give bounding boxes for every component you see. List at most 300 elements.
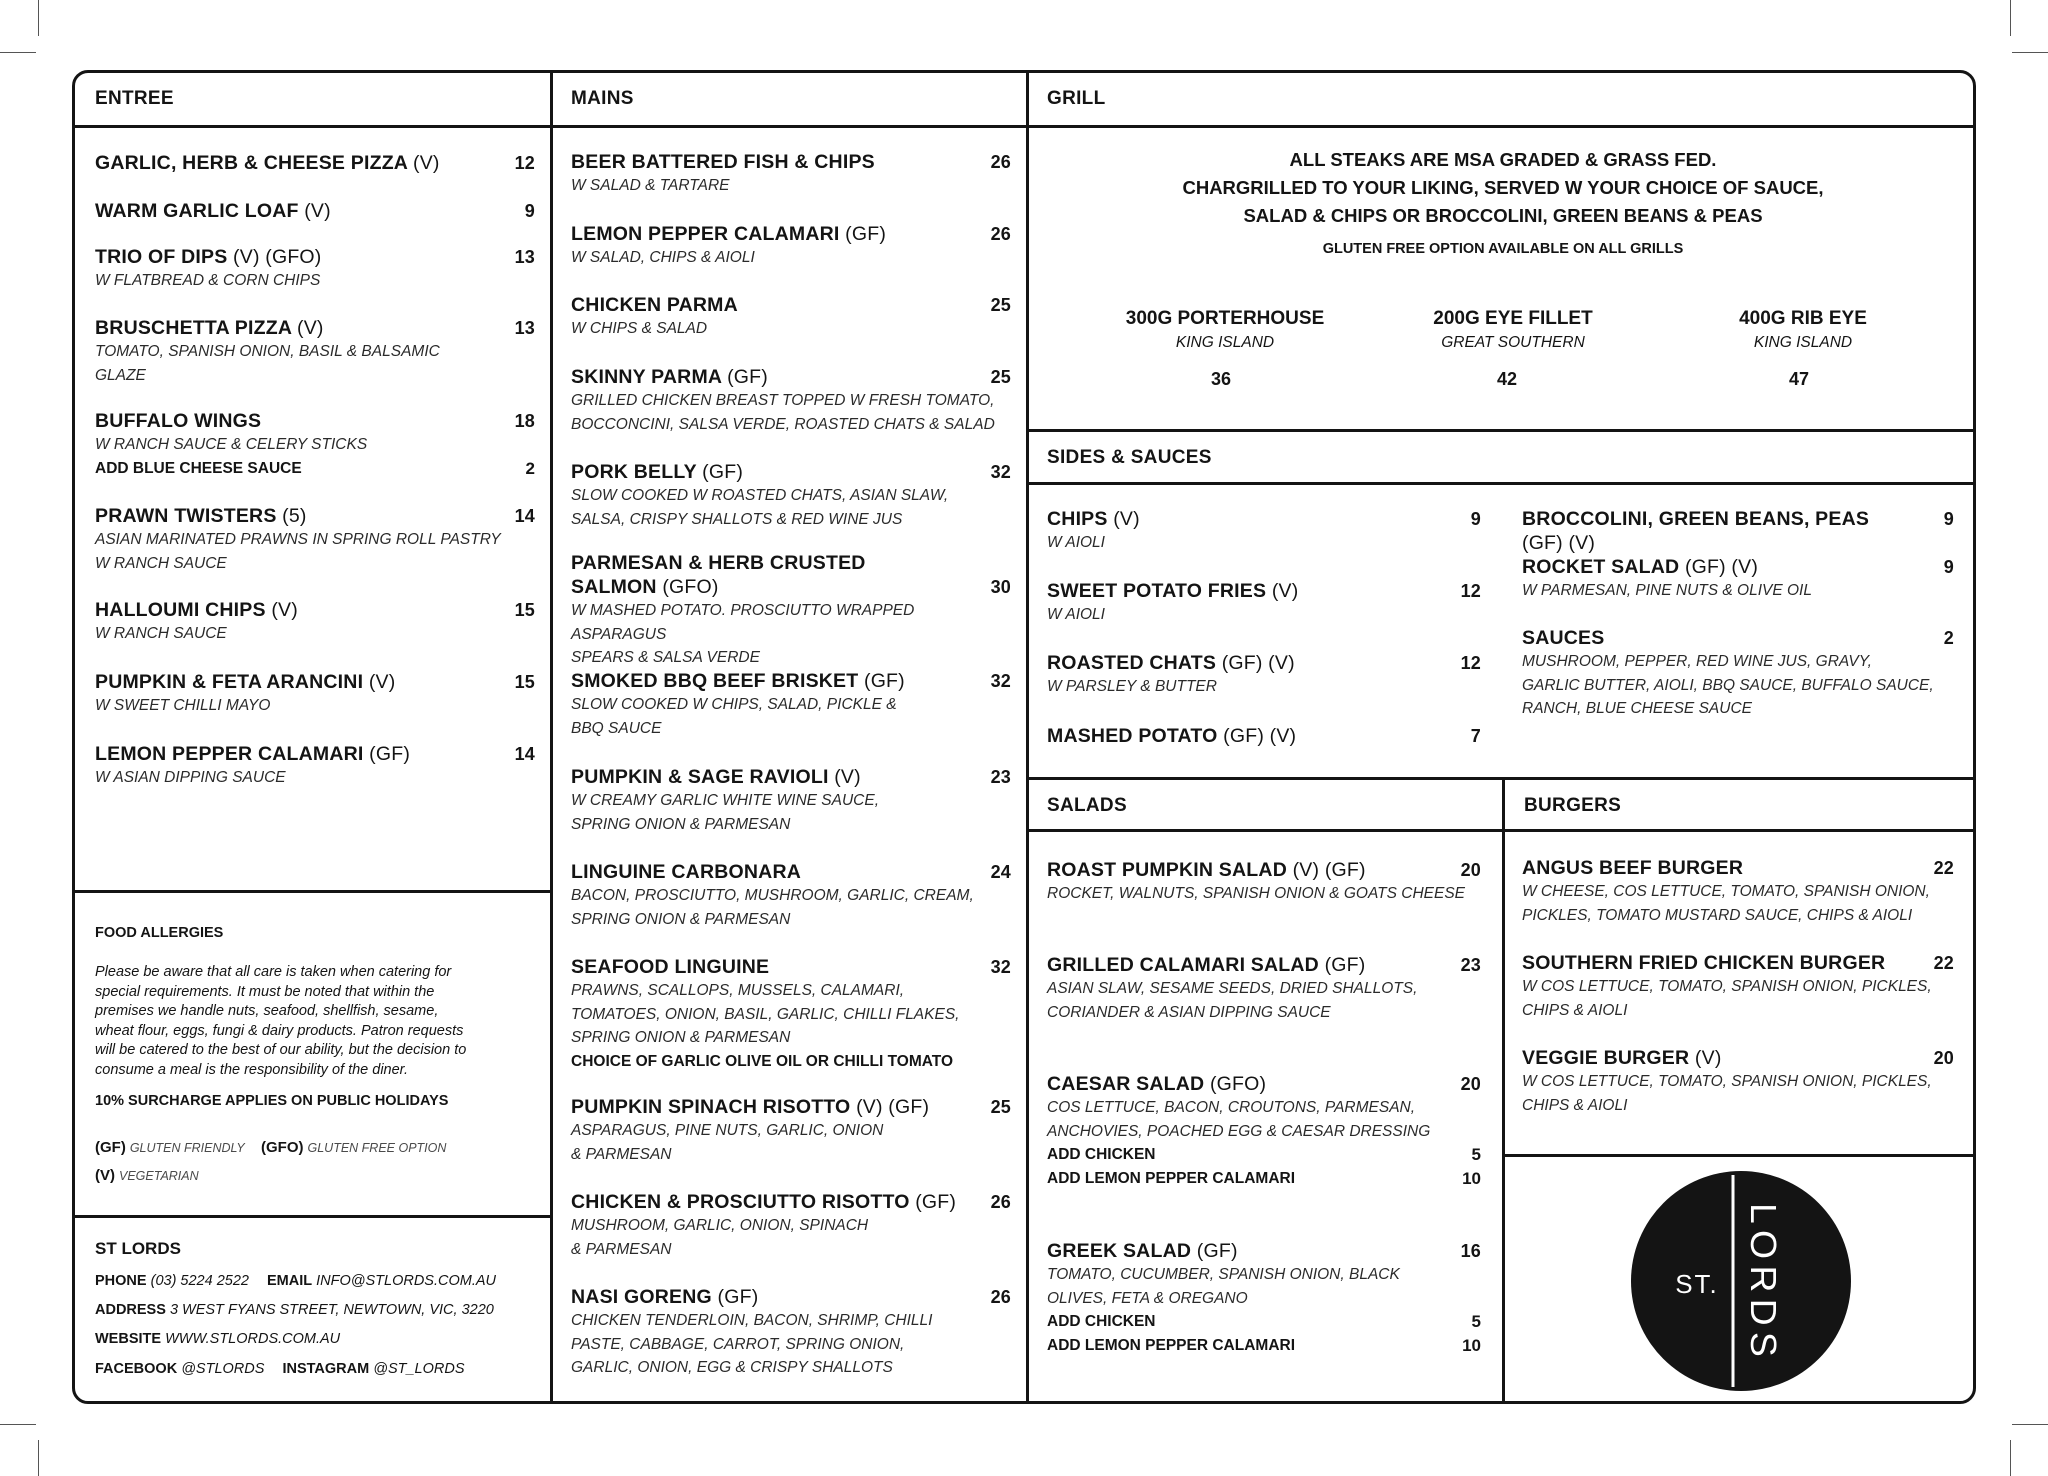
steak-origin: KING ISLAND (1175, 334, 1275, 351)
item-name-row (1522, 507, 1954, 555)
item-price: 22 (1933, 858, 1954, 878)
item-name: WARM GARLIC LOAF (95, 200, 299, 222)
steak-price: 42 (1496, 369, 1518, 389)
dietary-tag: (V) (GF) (1292, 859, 1366, 881)
item-description: COS LETTUCE, BACON, CROUTONS, PARMESAN, (1047, 1099, 1416, 1116)
item-price: 26 (990, 1287, 1011, 1307)
item-name-row (95, 199, 535, 223)
dietary-tag: (GF) (1324, 954, 1366, 976)
item-name-row (95, 316, 535, 340)
allergies-line: consume a meal is the responsibility of the diner. (95, 1061, 408, 1078)
item-description: CORIANDER & ASIAN DIPPING SAUCE (1047, 1003, 1331, 1021)
menu-item (571, 1285, 1011, 1380)
steak-rib-eye (1683, 307, 1923, 391)
item-description: CHIPS & AIOLI (1522, 1096, 1628, 1114)
item-name-row (1047, 953, 1481, 977)
item-price: 32 (990, 462, 1011, 482)
dietary-tag: (GF) (V) (1684, 556, 1759, 578)
item-name-row (571, 1095, 1011, 1119)
dietary-tag: (V) (GFO) (233, 246, 322, 268)
menu-item (1047, 507, 1481, 555)
item-price: 14 (514, 506, 535, 526)
item-name-row (1047, 858, 1481, 882)
divider (75, 890, 551, 893)
divider (1026, 73, 1029, 1401)
item-name-row (1047, 1239, 1481, 1263)
dietary-tag: (V) (GF) (856, 1096, 930, 1118)
item-name: SOUTHERN FRIED CHICKEN BURGER (1522, 952, 1886, 974)
email-link[interactable]: INFO@STLORDS.COM.AU (316, 1273, 497, 1289)
item-price: 9 (1943, 557, 1954, 577)
divider (1027, 429, 1976, 432)
item-description: ASIAN SLAW, SESAME SEEDS, DRIED SHALLOTS, (1047, 980, 1418, 997)
item-name-row (571, 765, 1011, 789)
steak-porterhouse (1105, 307, 1345, 391)
divider (1503, 1154, 1976, 1157)
menu-item (95, 199, 535, 223)
item-name: NASI GORENG (571, 1286, 712, 1308)
item-addon (1047, 1143, 1481, 1167)
item-price: 2 (1943, 628, 1954, 648)
steak-name: 200G EYE FILLET (1433, 308, 1593, 329)
menu-item (1522, 555, 1954, 603)
item-description: TOMATO, SPANISH ONION, BASIL & BALSAMIC (95, 343, 440, 360)
item-name-row (1047, 651, 1481, 675)
dietary-tag: (5) (282, 505, 307, 527)
menu-item (95, 670, 535, 718)
item-price: 25 (990, 295, 1011, 315)
item-name: PRAWN TWISTERS (95, 505, 277, 527)
item-description: PRAWNS, SCALLOPS, MUSSELS, CALAMARI, (571, 982, 905, 999)
menu-item (571, 365, 1011, 436)
item-name-row (571, 460, 1011, 484)
dietary-tag: (GF) (369, 743, 411, 765)
steak-origin: GREAT SOUTHERN (1441, 334, 1585, 351)
item-price: 14 (514, 744, 535, 764)
item-addon (1047, 1334, 1481, 1358)
item-description: SLOW COOKED W ROASTED CHATS, ASIAN SLAW, (571, 487, 949, 504)
menu-item (571, 222, 1011, 270)
legend-value: VEGETARIAN (119, 1169, 199, 1183)
item-price: 13 (514, 247, 535, 267)
item-description: ANCHOVIES, POACHED EGG & CAESAR DRESSING (1047, 1122, 1431, 1140)
item-name: BEER BATTERED FISH & CHIPS (571, 151, 875, 173)
dietary-tag: (V) (1113, 508, 1140, 530)
item-price: 12 (514, 153, 535, 173)
item-name-row (571, 150, 1011, 174)
website-link[interactable]: WWW.STLORDS.COM.AU (165, 1331, 341, 1347)
allergies-line: special requirements. It must be noted that within the (95, 983, 435, 1000)
item-price: 24 (990, 862, 1011, 882)
item-name: TRIO OF DIPS (95, 246, 228, 268)
item-price: 23 (990, 767, 1011, 787)
menu-item (1522, 507, 1954, 555)
legend-gf (95, 1139, 245, 1156)
surcharge-note: 10% SURCHARGE APPLIES ON PUBLIC HOLIDAYS (95, 1093, 449, 1109)
steak-eye-fillet (1393, 307, 1633, 391)
menu-item (1047, 1239, 1481, 1357)
address-value: 3 WEST FYANS STREET, NEWTOWN, VIC, 3220 (169, 1302, 494, 1318)
item-price: 20 (1460, 1074, 1481, 1094)
item-description: W SWEET CHILLI MAYO (95, 697, 271, 714)
item-name-row (95, 151, 535, 175)
item-price: 9 (1470, 509, 1481, 529)
item-name-row (571, 365, 1011, 389)
item-description: MUSHROOM, GARLIC, ONION, SPINACH (571, 1217, 869, 1234)
item-price: 13 (514, 318, 535, 338)
contact-phone (95, 1271, 496, 1291)
allergies-line: premises we handle nuts, seafood, shellfish, sesame, (95, 1003, 439, 1020)
grill-intro-line: CHARGRILLED TO YOUR LIKING, SERVED W YOUR CHOICE OF SAUCE, (1182, 177, 1824, 198)
dietary-tag: (GF) (845, 223, 887, 245)
item-price: 20 (1460, 860, 1481, 880)
grill-intro-line: ALL STEAKS ARE MSA GRADED & GRASS FED. (1289, 149, 1717, 170)
menu-item (571, 765, 1011, 836)
address-label: ADDRESS (95, 1302, 166, 1318)
dietary-tag: (V) (834, 766, 861, 788)
item-addon (95, 457, 535, 481)
steak-origin: KING ISLAND (1753, 334, 1853, 351)
logo-lords: LORDS (1743, 1203, 1784, 1358)
item-name-row (95, 598, 535, 622)
menu-item (1047, 858, 1481, 906)
item-name: BUFFALO WINGS (95, 410, 262, 432)
item-description: BBQ SAUCE (571, 719, 662, 737)
item-description: ASIAN MARINATED PRAWNS IN SPRING ROLL PASTRY (95, 531, 501, 548)
item-addon (1047, 1310, 1481, 1334)
st-lords-logo (1629, 1169, 1853, 1393)
addon-price: 5 (1471, 1312, 1481, 1331)
item-price: 7 (1470, 726, 1481, 746)
allergies-line: Please be aware that all care is taken when catering for (95, 964, 452, 980)
addon-price: 5 (1471, 1145, 1481, 1164)
item-name: CAESAR SALAD (1047, 1073, 1205, 1095)
item-name: GREEK SALAD (1047, 1240, 1192, 1262)
menu-item (1047, 953, 1481, 1024)
contact-title: ST LORDS (95, 1239, 181, 1258)
dietary-tag: (GF) (V) (1221, 652, 1295, 674)
item-description: W CHIPS & SALAD (571, 320, 708, 337)
menu-item (1522, 951, 1954, 1022)
item-name-row (95, 742, 535, 766)
item-name-row (1522, 626, 1954, 650)
item-name: SWEET POTATO FRIES (1047, 580, 1267, 602)
menu-item (571, 860, 1011, 931)
item-name: GARLIC, HERB & CHEESE PIZZA (95, 152, 408, 174)
item-name-row (1047, 579, 1481, 603)
menu-item (1047, 651, 1481, 699)
item-description: ROCKET, WALNUTS, SPANISH ONION & GOATS CHEESE (1047, 885, 1466, 902)
item-name: ROAST PUMPKIN SALAD (1047, 859, 1287, 881)
facebook-link[interactable]: @STLORDS (181, 1361, 265, 1377)
steak-price: 47 (1788, 369, 1810, 389)
item-description: W AIOLI (1047, 534, 1105, 551)
item-description: SPRING ONION & PARMESAN (571, 910, 791, 928)
item-description: BACON, PROSCIUTTO, MUSHROOM, GARLIC, CREAM, (571, 887, 974, 904)
item-price: 9 (524, 201, 535, 221)
steak-name: 400G RIB EYE (1739, 308, 1867, 329)
item-description: & PARMESAN (571, 1145, 672, 1163)
dietary-tag: (GF) (717, 1286, 759, 1308)
menu-item (1522, 1046, 1954, 1117)
addon-label: ADD LEMON PEPPER CALAMARI (1047, 1169, 1296, 1187)
item-description: SLOW COOKED W CHIPS, SALAD, PICKLE & (571, 696, 897, 713)
item-name: BRUSCHETTA PIZZA (95, 317, 292, 339)
section-title-entree: ENTREE (95, 88, 174, 109)
menu-item (571, 669, 1011, 740)
menu-board (72, 70, 1976, 1404)
steak-name: 300G PORTERHOUSE (1125, 308, 1325, 329)
item-description: W MASHED POTATO. PROSCIUTTO WRAPPED ASPARAGUS (571, 602, 915, 643)
section-title-mains: MAINS (571, 88, 634, 109)
item-price: 25 (990, 1097, 1011, 1117)
item-price: 25 (990, 367, 1011, 387)
section-title-salads: SALADS (1047, 795, 1127, 816)
legend-key: (GFO) (261, 1139, 304, 1156)
addon-price: 2 (525, 458, 535, 478)
dietary-tag: (GF) (V) (1522, 532, 1596, 554)
item-description: TOMATOES, ONION, BASIL, GARLIC, CHILLI FLAKES, (571, 1005, 960, 1023)
item-description: CHIPS & AIOLI (1522, 1001, 1628, 1019)
item-price: 23 (1460, 955, 1481, 975)
item-description: SALSA, CRISPY SHALLOTS & RED WINE JUS (571, 510, 903, 528)
allergies-title: FOOD ALLERGIES (95, 925, 224, 941)
item-description: GRILLED CHICKEN BREAST TOPPED W FRESH TOMATO, (571, 392, 995, 409)
menu-item (95, 504, 535, 575)
item-description: & PARMESAN (571, 1240, 672, 1258)
menu-item (95, 151, 535, 175)
menu-item (1522, 626, 1954, 721)
item-description: PICKLES, TOMATO MUSTARD SAUCE, CHIPS & AIOLI (1522, 906, 1913, 924)
item-price: 16 (1460, 1241, 1481, 1261)
item-description: GLAZE (95, 366, 146, 384)
addon-price: 10 (1462, 1335, 1481, 1355)
divider (75, 1215, 551, 1218)
item-description: W PARSLEY & BUTTER (1047, 678, 1217, 695)
item-description: PASTE, CABBAGE, CARROT, SPRING ONION, (571, 1335, 905, 1353)
item-description: W FLATBREAD & CORN CHIPS (95, 272, 321, 289)
section-title-sides: SIDES & SAUCES (1047, 447, 1212, 468)
item-name-row (1047, 507, 1481, 531)
facebook-label: FACEBOOK (95, 1361, 178, 1377)
item-name: MASHED POTATO (1047, 725, 1218, 747)
contact-address (95, 1300, 494, 1320)
item-name: LINGUINE CARBONARA (571, 861, 802, 883)
item-name: SKINNY PARMA (571, 366, 722, 388)
item-price: 15 (514, 672, 535, 692)
item-name: PUMPKIN & FETA ARANCINI (95, 671, 364, 693)
addon-label: ADD CHICKEN (1047, 1313, 1156, 1330)
item-name-row (571, 551, 1011, 599)
item-price: 32 (990, 957, 1011, 977)
menu-item (571, 1095, 1011, 1166)
item-description: RANCH, BLUE CHEESE SAUCE (1522, 700, 1752, 717)
item-price: 15 (514, 600, 535, 620)
item-name-row (95, 670, 535, 694)
menu-item (95, 245, 535, 293)
item-description: W SALAD & TARTARE (571, 177, 730, 194)
item-name-row (1522, 856, 1954, 880)
item-description: MUSHROOM, PEPPER, RED WINE JUS, GRAVY, (1522, 653, 1872, 670)
item-name-row (571, 1285, 1011, 1309)
item-description: W CHEESE, COS LETTUCE, TOMATO, SPANISH ONION, (1522, 883, 1930, 900)
item-name-row (1522, 1046, 1954, 1070)
menu-item (1522, 856, 1954, 927)
dietary-tag: (GF) (915, 1191, 957, 1213)
item-description: W ASIAN DIPPING SAUCE (95, 769, 286, 786)
item-price: 18 (514, 411, 535, 431)
steak-price: 36 (1210, 369, 1232, 389)
item-name: ROCKET SALAD (1522, 556, 1680, 578)
item-name: BROCCOLINI, GREEN BEANS, PEAS (1522, 508, 1870, 530)
menu-item (571, 293, 1011, 341)
item-description: W SALAD, CHIPS & AIOLI (571, 249, 755, 266)
item-description: GARLIC BUTTER, AIOLI, BBQ SAUCE, BUFFALO SAUCE, (1522, 676, 1934, 694)
item-price: 26 (990, 152, 1011, 172)
item-name: PUMPKIN & SAGE RAVIOLI (571, 766, 829, 788)
phone-value[interactable]: (03) 5224 2522 (150, 1273, 249, 1289)
item-name-row (95, 409, 535, 433)
item-description: TOMATO, CUCUMBER, SPANISH ONION, BLACK (1047, 1266, 1400, 1283)
item-description: W RANCH SAUCE (95, 625, 227, 642)
item-name-row (571, 293, 1011, 317)
item-description: W PARMESAN, PINE NUTS & OLIVE OIL (1522, 582, 1812, 599)
dietary-tag: (GFO) (662, 576, 719, 598)
legend-key: (V) (95, 1167, 115, 1184)
dietary-tag: (V) (297, 317, 324, 339)
item-name: LEMON PEPPER CALAMARI (95, 743, 364, 765)
dietary-tag: (V) (304, 200, 331, 222)
item-name-row (1522, 555, 1954, 579)
item-name: PARMESAN & HERB CRUSTED (571, 552, 866, 574)
contact-social (95, 1359, 465, 1379)
menu-item (571, 460, 1011, 531)
legend-key: (GF) (95, 1139, 126, 1156)
menu-item (1047, 579, 1481, 627)
item-name: SEAFOOD LINGUINE (571, 956, 770, 978)
menu-item (571, 955, 1011, 1073)
allergies-text (95, 963, 535, 1081)
section-title-grill: GRILL (1047, 88, 1106, 109)
website-label: WEBSITE (95, 1331, 162, 1347)
dietary-tag: (GF) (864, 670, 905, 692)
legend-v (95, 1167, 199, 1184)
item-description: GARLIC, ONION, EGG & CRISPY SHALLOTS (571, 1359, 893, 1376)
legend-value: GLUTEN FREE OPTION (307, 1141, 447, 1155)
item-description: SPEARS & SALSA VERDE (571, 649, 760, 666)
dietary-tag: (V) (413, 152, 440, 174)
item-price: 22 (1933, 953, 1954, 973)
item-description: W CREAMY GARLIC WHITE WINE SAUCE, (571, 792, 880, 809)
divider (1027, 482, 1976, 485)
dietary-tag: (V) (271, 599, 298, 621)
item-description: ASPARAGUS, PINE NUTS, GARLIC, ONION (571, 1122, 884, 1139)
addon-price: 10 (1462, 1168, 1481, 1188)
item-name: SALMON (571, 576, 657, 598)
addon-label: CHOICE OF GARLIC OLIVE OIL OR CHILLI TOMATO (571, 1052, 954, 1070)
addon-label: ADD BLUE CHEESE SAUCE (95, 459, 302, 477)
dietary-tag: (GFO) (1209, 1073, 1267, 1095)
item-name-row (571, 669, 1011, 693)
allergies-line: will be catered to the best of our ability, but the decision to (95, 1042, 467, 1059)
item-name: SMOKED BBQ BEEF BRISKET (571, 670, 859, 692)
item-name: HALLOUMI CHIPS (95, 599, 266, 621)
grill-intro-line: SALAD & CHIPS OR BROCCOLINI, GREEN BEANS & PEAS (1243, 205, 1763, 226)
email-label: EMAIL (267, 1273, 313, 1289)
dietary-tag: (V) (368, 671, 396, 693)
item-name: PORK BELLY (571, 461, 697, 483)
menu-item (571, 551, 1011, 670)
item-price: 12 (1460, 581, 1481, 601)
logo-st: ST. (1675, 1269, 1719, 1299)
menu-item (95, 598, 535, 646)
phone-label: PHONE (95, 1273, 147, 1289)
menu-item (1047, 1072, 1481, 1190)
instagram-link[interactable]: @ST_LORDS (373, 1361, 465, 1377)
item-addon (571, 1050, 1011, 1074)
legend-gfo (261, 1139, 446, 1156)
item-name-row (571, 222, 1011, 246)
item-name: VEGGIE BURGER (1522, 1047, 1690, 1069)
item-description: W AIOLI (1047, 606, 1105, 623)
item-name: CHIPS (1047, 508, 1108, 530)
dietary-tag: (GF) (V) (1223, 725, 1297, 747)
divider (1027, 829, 1976, 832)
item-name: LEMON PEPPER CALAMARI (571, 223, 840, 245)
item-description: W COS LETTUCE, TOMATO, SPANISH ONION, PICKLES, (1522, 1073, 1932, 1090)
contact-website (95, 1329, 340, 1349)
item-name-row (1047, 724, 1481, 748)
divider (550, 73, 553, 1401)
item-name: ROASTED CHATS (1047, 652, 1217, 674)
item-price: 20 (1933, 1048, 1954, 1068)
item-name: GRILLED CALAMARI SALAD (1047, 954, 1319, 976)
menu-item (95, 409, 535, 480)
item-price: 32 (990, 671, 1011, 691)
divider (75, 125, 1976, 128)
item-name: CHICKEN PARMA (571, 294, 738, 316)
section-title-burgers: BURGERS (1524, 795, 1622, 816)
item-description: W RANCH SAUCE (95, 554, 227, 572)
item-description: SPRING ONION & PARMESAN (571, 815, 791, 833)
item-name-row (1522, 951, 1954, 975)
menu-item (571, 150, 1011, 198)
item-description: CHICKEN TENDERLOIN, BACON, SHRIMP, CHILLI (571, 1312, 933, 1329)
item-price: 12 (1460, 653, 1481, 673)
item-name-row (571, 955, 1011, 979)
menu-item (1047, 724, 1481, 748)
dietary-tag: (GF) (727, 366, 768, 388)
item-name-row (571, 1190, 1011, 1214)
item-price: 26 (990, 224, 1011, 244)
item-name-row (95, 245, 535, 269)
item-description: W RANCH SAUCE & CELERY STICKS (95, 436, 368, 453)
item-name-row (571, 860, 1011, 884)
dietary-tag: (GF) (702, 461, 744, 483)
menu-item (95, 742, 535, 790)
item-name: PUMPKIN SPINACH RISOTTO (571, 1096, 851, 1118)
item-name-row (95, 504, 535, 528)
divider (1027, 777, 1976, 780)
grill-intro (1027, 146, 1976, 230)
grill-note: GLUTEN FREE OPTION AVAILABLE ON ALL GRILLS (1322, 241, 1684, 257)
dietary-tag: (GF) (1196, 1240, 1238, 1262)
item-name-row (1047, 1072, 1481, 1096)
legend-value: GLUTEN FRIENDLY (129, 1141, 245, 1155)
menu-item (95, 316, 535, 387)
item-description: OLIVES, FETA & OREGANO (1047, 1289, 1248, 1307)
instagram-label: INSTAGRAM (282, 1361, 370, 1377)
